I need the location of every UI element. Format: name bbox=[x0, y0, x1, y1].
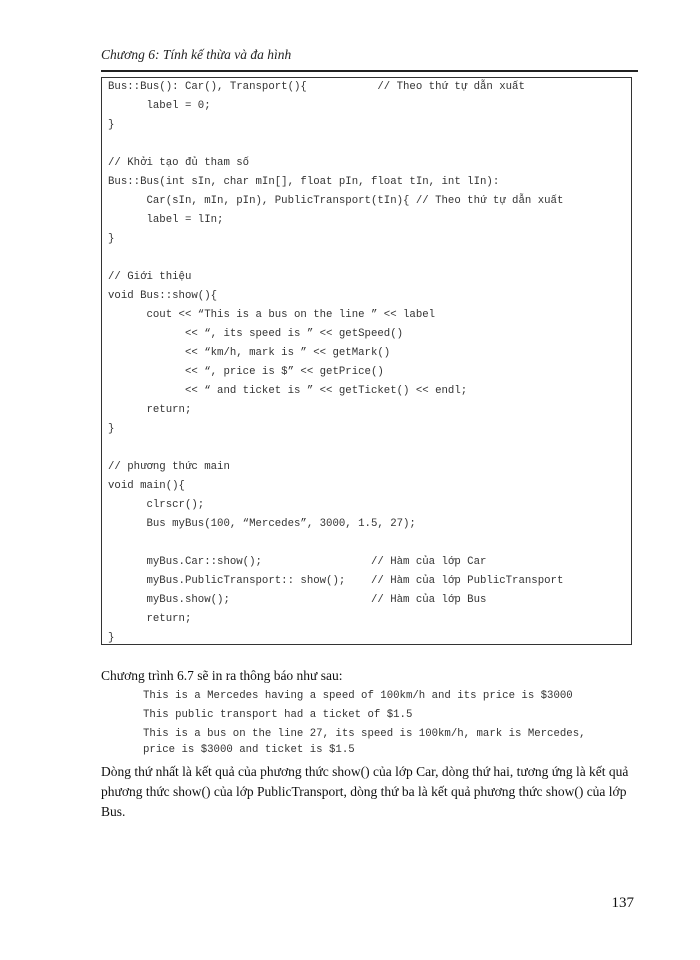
code-line: Bus::Bus(): Car(), Transport(){ // Theo thứ tự dẫn xuất bbox=[108, 81, 525, 93]
output-line: price is $3000 and ticket is $1.5 bbox=[143, 744, 355, 756]
header-rule bbox=[101, 70, 638, 72]
code-line: } bbox=[108, 119, 115, 131]
code-line: << “ and ticket is ” << getTicket() << endl; bbox=[108, 385, 468, 397]
code-line: } bbox=[108, 233, 115, 245]
code-line: cout << “This is a bus on the line ” << label bbox=[108, 309, 436, 321]
page-number: 137 bbox=[611, 895, 634, 911]
code-line: myBus.show(); // Hàm của lớp Bus bbox=[108, 594, 487, 606]
code-line: Car(sIn, mIn, pIn), PublicTransport(tIn){ // Theo thứ tự dẫn xuất bbox=[108, 195, 564, 207]
code-line: return; bbox=[108, 613, 192, 625]
code-line: << “, its speed is ” << getSpeed() bbox=[108, 328, 404, 340]
code-line: clrscr(); bbox=[108, 499, 205, 511]
code-line: << “km/h, mark is ” << getMark() bbox=[108, 347, 391, 359]
output-line: This is a bus on the line 27, its speed is 100km/h, mark is Mercedes, bbox=[143, 728, 586, 740]
code-line: // phương thức main bbox=[108, 461, 230, 473]
code-line: // Giới thiệu bbox=[108, 271, 192, 283]
code-line: } bbox=[108, 632, 115, 644]
output-line: This is a Mercedes having a speed of 100km/h and its price is $3000 bbox=[143, 690, 573, 702]
code-line: Bus myBus(100, “Mercedes”, 3000, 1.5, 27); bbox=[108, 518, 416, 530]
code-line: myBus.PublicTransport:: show(); // Hàm của lớp PublicTransport bbox=[108, 575, 564, 587]
code-line: return; bbox=[108, 404, 192, 416]
code-line: label = lIn; bbox=[108, 214, 224, 226]
output-intro-text: Chương trình 6.7 sẽ in ra thông báo như sau: bbox=[101, 668, 343, 683]
output-line: This public transport had a ticket of $1.5 bbox=[143, 709, 413, 721]
code-line: void Bus::show(){ bbox=[108, 290, 218, 302]
code-line: void main(){ bbox=[108, 480, 185, 492]
code-line: label = 0; bbox=[108, 100, 211, 112]
code-line: // Khởi tạo đủ tham số bbox=[108, 157, 250, 169]
code-line: myBus.Car::show(); // Hàm của lớp Car bbox=[108, 556, 487, 568]
chapter-header: Chương 6: Tính kế thừa và đa hình bbox=[101, 47, 292, 62]
code-line: << “, price is $” << getPrice() bbox=[108, 366, 384, 378]
code-line: Bus::Bus(int sIn, char mIn[], float pIn, float tIn, int lIn): bbox=[108, 176, 500, 188]
code-line: } bbox=[108, 423, 115, 435]
explanation-paragraph: Dòng thứ nhất là kết quả của phương thức show() của lớp Car, dòng thứ hai, tương ứng là kết quả phương thức show() của lớp PublicTransport, dòng thứ ba là kết quả phương thức show() của lớp Bus. bbox=[101, 764, 629, 819]
code-listing bbox=[101, 77, 632, 645]
